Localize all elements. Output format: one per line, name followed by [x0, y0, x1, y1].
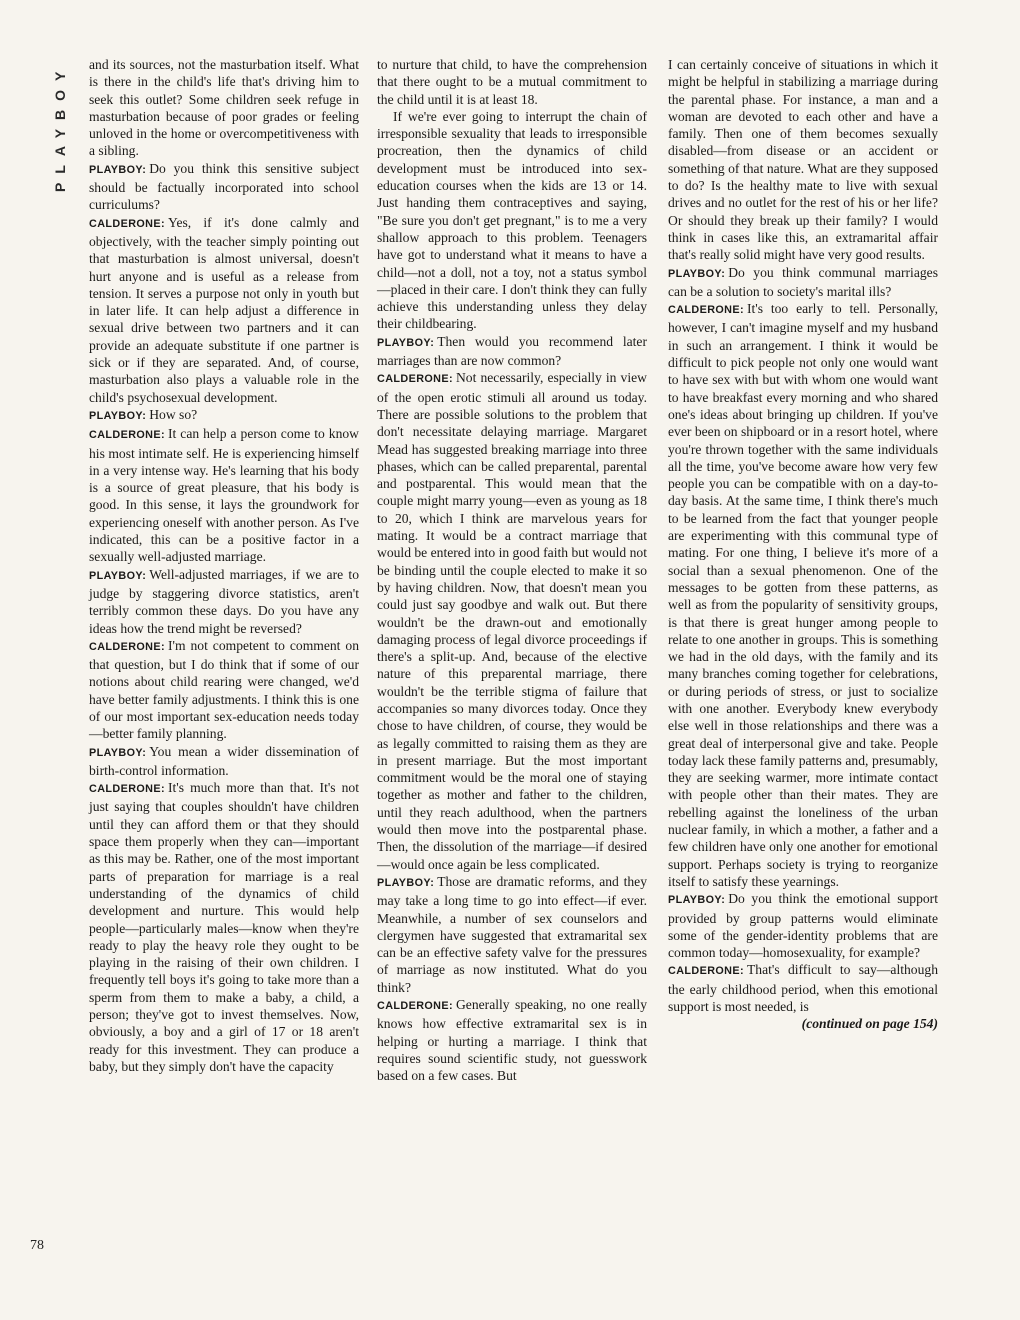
- paragraph: [377, 108, 647, 333]
- paragraph-text: That's difficult to say—although the early childhood period, when this emotional support is most needed, is: [668, 962, 938, 1015]
- paragraph: [668, 56, 938, 264]
- paragraph: [668, 300, 938, 890]
- paragraph-text: If we're ever going to interrupt the chain of irresponsible sexuality that leads to irresponsible procreation, then the dynamics of child development must be introduced into sex-education courses when the kids are 13 or 14. Just handing them contraceptives and saying, "Be sure you don't get pregnant," is to me a very shallow approach to this problem. Teenagers have got to understand what it means to have a child—not a doll, not a toy, not a status symbol—placed in their care. I don't think they can fully achieve this understanding unless they delay their childbearing.: [377, 108, 647, 332]
- speaker-label: PLAYBOY:: [89, 569, 147, 582]
- paragraph-text: Those are dramatic reforms, and they may take a long time to go into effect—if ever. Meanwhile, a number of sex counselors and clergymen have suggested that extramarital sex can be an effective safety valve for the pressures of marriage as now instituted. What do you think?: [377, 873, 647, 995]
- speaker-label: CALDERONE:: [668, 965, 744, 978]
- text-column-2: [377, 56, 647, 1085]
- paragraph-text: Generally speaking, no one really knows how effective extramarital sex is in helping or hurting a marriage. I think that requires sound scientific study, not guesswork based on a few cases. But: [377, 997, 647, 1084]
- speaker-label: CALDERONE:: [89, 783, 165, 796]
- speaker-label: CALDERONE:: [89, 640, 165, 653]
- paragraph-text: Do you think the emotional support provided by group patterns would eliminate some of the gender-identity problems that are common today—homosexuality, for example?: [668, 891, 938, 961]
- paragraph: [89, 566, 359, 637]
- paragraph: [89, 56, 359, 160]
- paragraph: [377, 56, 647, 108]
- speaker-label: CALDERONE:: [377, 373, 453, 386]
- speaker-label: PLAYBOY:: [668, 894, 726, 907]
- speaker-label: PLAYBOY:: [89, 746, 147, 759]
- paragraph: [89, 425, 359, 565]
- paragraph: [89, 743, 359, 780]
- paragraph-text: Yes, if it's done calmly and objectively, with the teacher simply pointing out that masturbation is almost universal, doesn't hurt anyone and is useful as a release from tension. It serves a purpose not only in youth but in later life. It can help adjust a difference in sexual drive between two partners and it can provide an adequate substitute if one partner is sick or if they are separated. And, of course, masturbation also plays a valuable role in the child's psychosexual development.: [89, 214, 359, 405]
- text-column-1: [89, 56, 359, 1075]
- paragraph: [377, 996, 647, 1084]
- paragraph-text: Then would you recommend later marriages than are now common?: [377, 333, 647, 369]
- paragraph-text: to nurture that child, to have the comprehension that there ought to be a mutual commitment to the child until it is at least 18.: [377, 57, 647, 107]
- paragraph-text: How so?: [149, 406, 198, 422]
- paragraph: [377, 369, 647, 873]
- paragraph-text: Do you think this sensitive subject should be factually incorporated into school curriculums?: [89, 160, 359, 213]
- paragraph-text: Well-adjusted marriages, if we are to judge by staggering divorce statistics, aren't terribly common these days. Do you have any ideas how the trend might be reversed?: [89, 566, 359, 636]
- text-column-3: [668, 56, 938, 1033]
- paragraph-text: I'm not competent to comment on that question, but I do think that if some of our notions about child rearing were changed, we'd have better family adjustments. I think this is one of our most important sex-education needs today—better family planning.: [89, 637, 359, 742]
- continued-note: (continued on page 154): [801, 1016, 938, 1032]
- paragraph: [89, 160, 359, 214]
- speaker-label: CALDERONE:: [89, 429, 165, 442]
- paragraph: [377, 873, 647, 996]
- speaker-label: PLAYBOY:: [668, 267, 726, 280]
- speaker-label: PLAYBOY:: [89, 409, 147, 422]
- paragraph-text: Not necessarily, especially in view of the open erotic stimuli all around us today. There are possible solutions to the problem that don't necessitate delaying marriage. Margaret Mead has suggested breaking marriage into three phases, which can be called preparental, parental and postparental. This would mean that the couple might marry young—even as young as 18 to 20, which I think are marvelous years for mating. It would be a contract marriage that would be entered into in good faith but would not be binding until the couple elected to make it so by having children. Now, that doesn't mean you could just say goodbye and walk out. But there wouldn't be the drawn-out and emotionally damaging process of legal divorce proceedings if there's a split-up. And, because of the elective nature of this preparental marriage, there wouldn't be the terrible stigma of failure that accompanies so many divorces today. Once they chose to have children, of course, they would be as legally committed to raising them as they are in present marriage. But the most important commitment would be the moral one of staying together as mother and father to the children, until they reach adulthood, when the partners would then move into the postparental phase. Then, the dissolution of the marriage—if desired—would once again be less complicated.: [377, 370, 647, 872]
- paragraph: [89, 779, 359, 1075]
- paragraph: [89, 406, 359, 425]
- paragraph-text: It's much more than that. It's not just saying that couples shouldn't have children until they can afford them or that they should space them properly when they can—important as this may be. Rather, one of the most important parts of preparation for marriage is a real understanding of the dynamics of child development and nurture. This would help people—particularly males—know when they're ready to play the heavy role they ought to be playing in the raising of their own children. I frequently tell boys it's going to take more than a sperm from them to make a baby, a child, a person; they've got to invest themselves. Now, obviously, a boy and a girl of 17 or 18 aren't ready for this investment. They can produce a baby, but they simply don't have the capacity: [89, 780, 359, 1074]
- paragraph-text: and its sources, not the masturbation itself. What is there in the child's life that's driving him to seek this outlet? Some children seek refuge in masturbation because of poor grades or feeling unloved in the home or overcompetitiveness with a sibling.: [89, 57, 359, 159]
- paragraph-text: It can help a person come to know his most intimate self. He is experiencing himself in a very intense way. He's learning that his body is a source of great pleasure, that his body is good. In this sense, it lays the groundwork for experiencing oneself with another person. As I've indicated, this can be a positive factor in a sexually well-adjusted marriage.: [89, 426, 359, 565]
- speaker-label: PLAYBOY:: [377, 876, 435, 889]
- paragraph: [668, 264, 938, 301]
- paragraph: [377, 333, 647, 370]
- paragraph-text: Do you think communal marriages can be a solution to society's marital ills?: [668, 264, 938, 299]
- speaker-label: CALDERONE:: [377, 1000, 453, 1013]
- speaker-label: CALDERONE:: [89, 217, 165, 230]
- paragraph: [89, 637, 359, 743]
- paragraph-text: You mean a wider dissemination of birth-control information.: [89, 743, 359, 778]
- speaker-label: CALDERONE:: [668, 304, 744, 317]
- paragraph: [668, 961, 938, 1015]
- speaker-label: PLAYBOY:: [89, 163, 147, 176]
- paragraph: [668, 890, 938, 961]
- running-head: PLAYBOY: [52, 62, 68, 192]
- speaker-label: PLAYBOY:: [377, 336, 435, 349]
- page-number: 78: [30, 1238, 44, 1253]
- paragraph-text: I can certainly conceive of situations in which it might be helpful in stabilizing a marriage during the parental phase. For instance, a man and a woman are devoted to each other and have a family. Then one of them becomes sexually disabled—from disease or an accident or something of that nature. What are they supposed to do? Is the healthy mate to live with sexual drives and no outlet for the rest of his or her life? Or should they break up their family? I would think in cases like this, an extramarital affair that's really solid might have very good results.: [668, 57, 938, 263]
- paragraph: [89, 214, 359, 406]
- paragraph-text: It's too early to tell. Personally, however, I can't imagine myself and my husband in such an arrangement. I think it would be difficult to pick people not only one would want to have sex with but with whom one would want to have breakfast every morning and who shared one's ideas about bringing up children. If you've ever been on shipboard or in a resort hotel, where you're thrown together with the same individuals all the time, you've become aware how very few people you can be compatible with on a day-to-day basis. At the same time, I think there's much to be learned from the fact that younger people are experimenting with this communal type of mating. For one thing, I believe it's more of a social than a sexual phenomenon. One of the messages to be gotten from these patterns, as well as from the popularity of sensitivity groups, is that there is great hunger among people to relate to one another in groups. This is something we had in the old days, with the family and its many branches coming together for celebrations, or during periods of stress, or just to socialize with one another. Everybody knew everybody else well in those relationships and there was a great deal of interpersonal give and take. People today lack these family patterns and, presumably, they are seeking warmer, more intimate contact with people other than their mates. They are rebelling against the loneliness of the urban nuclear family, in which a mother, a father and a few children have only one another for emotional support. Perhaps society is trying to reorganize itself to satisfy these yearnings.: [668, 301, 938, 889]
